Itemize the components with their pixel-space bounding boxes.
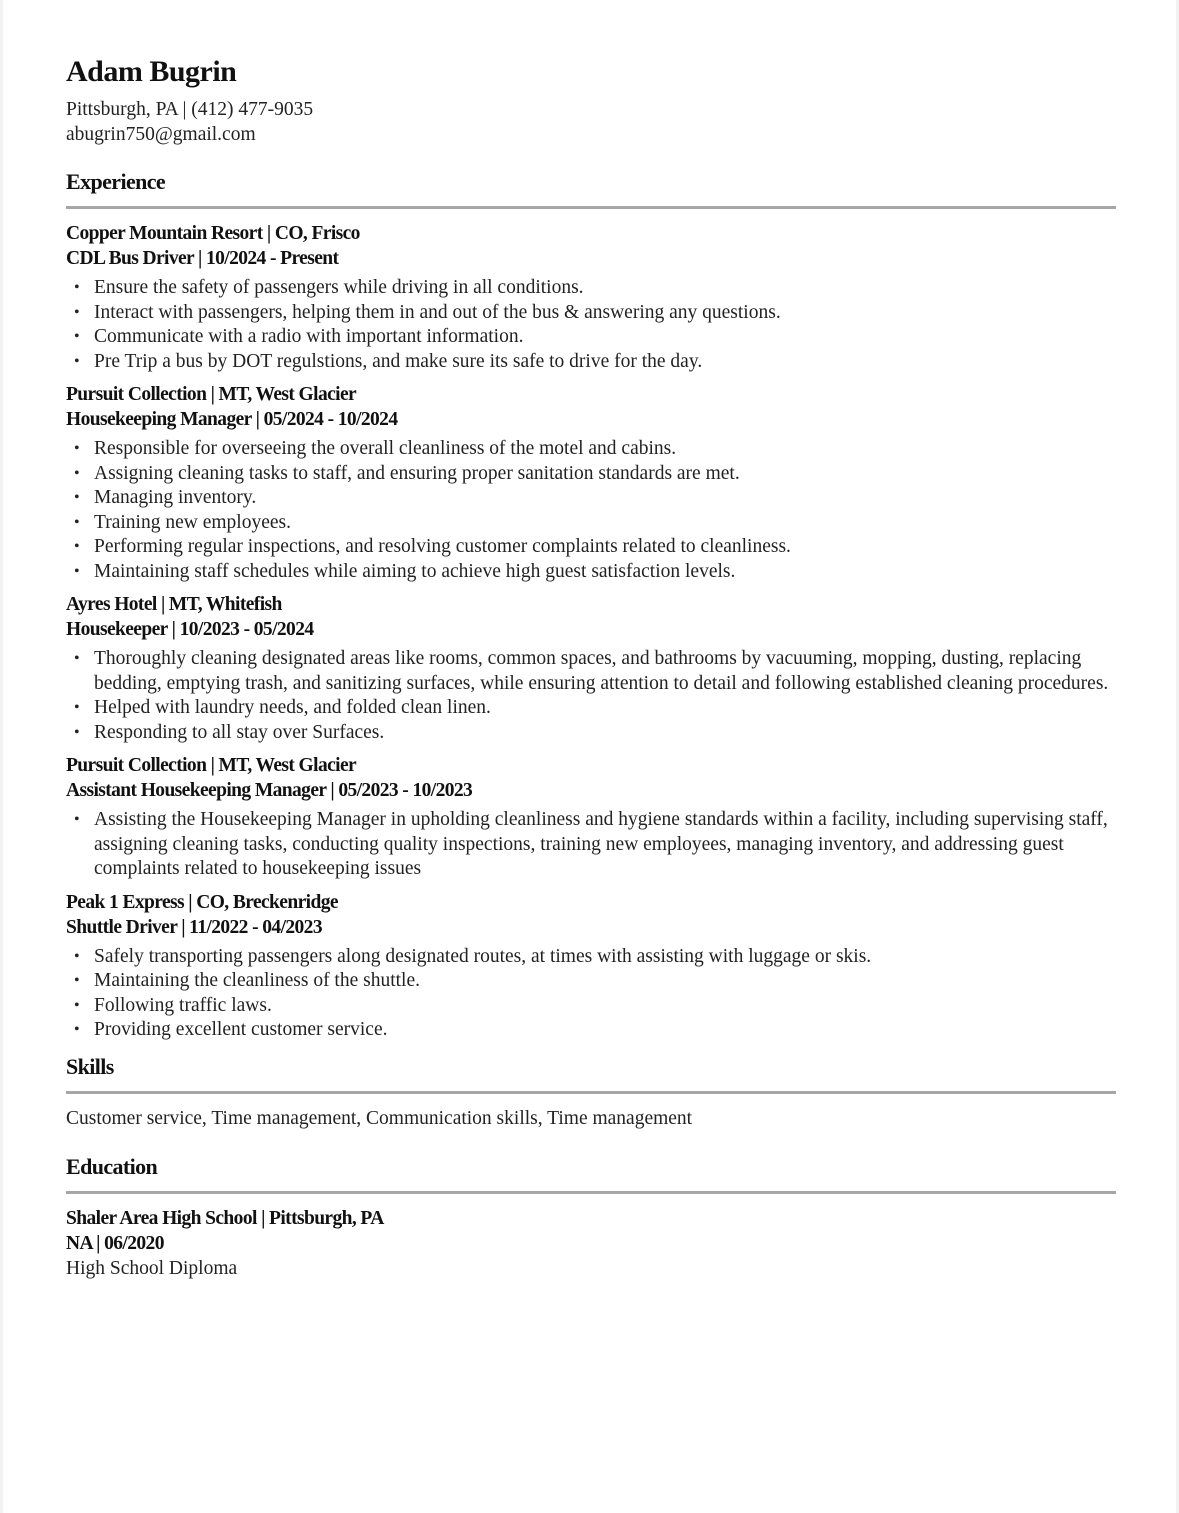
- education-heading: Education: [66, 1153, 158, 1179]
- responsibilities-list: [66, 808, 1116, 882]
- responsibility-item: • Following traffic laws.: [94, 994, 1116, 1019]
- contact-info: [66, 97, 1116, 147]
- experience-section: [66, 168, 1116, 1043]
- location-phone: Pittsburgh, PA | (412) 477-9035: [66, 99, 314, 120]
- company-location: Pursuit Collection | MT, West Glacier: [66, 755, 357, 776]
- responsibility-item: • Maintaining the cleanliness of the shuttle.: [94, 969, 1116, 994]
- resume-page: [3, 0, 1176, 1513]
- responsibility-item: • Ensure the safety of passengers while driving in all conditions.: [94, 276, 1116, 301]
- skills-list: Customer service, Time management, Communication skills, Time management: [66, 1107, 693, 1129]
- section-divider: [66, 206, 1116, 209]
- experience-heading: Experience: [66, 169, 166, 194]
- responsibility-item: • Providing excellent customer service.: [94, 1018, 1116, 1043]
- responsibility-item: • Maintaining staff schedules while aiming to achieve high guest satisfaction levels.: [94, 560, 1116, 585]
- candidate-name: Adam Bugrin: [66, 55, 237, 88]
- experience-entry: [66, 753, 1116, 882]
- company-location: Ayres Hotel | MT, Whitefish: [66, 594, 282, 615]
- responsibility-item: • Managing inventory.: [94, 486, 1116, 511]
- responsibility-item: • Helped with laundry needs, and folded clean linen.: [94, 696, 1116, 721]
- responsibility-item: • Assisting the Housekeeping Manager in upholding cleanliness and hygiene standards within a facility, including supervising staff, assigning cleaning tasks, conducting quality inspections, training new employees, managing inventory, and addressing guest complaints related to housekeeping issues: [94, 808, 1116, 882]
- experience-entry: [66, 890, 1116, 1043]
- responsibility-item: • Interact with passengers, helping them in and out of the bus & answering any questions.: [94, 301, 1116, 326]
- email: abugrin750@gmail.com: [66, 124, 256, 145]
- resume-header: [66, 52, 1116, 147]
- role-dates: Housekeeping Manager | 05/2024 - 10/2024: [66, 409, 398, 430]
- responsibility-item: • Communicate with a radio with important information.: [94, 325, 1116, 350]
- section-divider: [66, 1091, 1116, 1094]
- experience-entry: [66, 221, 1116, 374]
- education-entry: [66, 1206, 1116, 1281]
- responsibility-item: • Responsible for overseeing the overall cleanliness of the motel and cabins.: [94, 437, 1116, 462]
- education-section: [66, 1153, 1116, 1281]
- experience-entry: [66, 592, 1116, 745]
- responsibility-item: • Thoroughly cleaning designated areas like rooms, common spaces, and bathrooms by vacuuming, mopping, dusting, replacing bedding, emptying trash, and sanitizing surfaces, while ensuring attention to detail and following established cleaning procedures.: [94, 647, 1116, 696]
- degree-date: NA | 06/2020: [66, 1232, 164, 1254]
- responsibility-item: • Assigning cleaning tasks to staff, and ensuring proper sanitation standards are met.: [94, 462, 1116, 487]
- responsibility-item: • Responding to all stay over Surfaces.: [94, 721, 1116, 746]
- company-location: Peak 1 Express | CO, Breckenridge: [66, 891, 338, 913]
- experience-entry: [66, 382, 1116, 584]
- role-dates: CDL Bus Driver | 10/2024 - Present: [66, 248, 339, 269]
- section-divider: [66, 1191, 1116, 1194]
- responsibility-item: • Performing regular inspections, and resolving customer complaints related to cleanliness.: [94, 535, 1116, 560]
- company-location: Copper Mountain Resort | CO, Frisco: [66, 223, 360, 244]
- experience-entries: [66, 221, 1116, 1043]
- company-location: Pursuit Collection | MT, West Glacier: [66, 384, 357, 405]
- responsibilities-list: [66, 945, 1116, 1043]
- role-dates: Assistant Housekeeping Manager | 05/2023 - 10/2023: [66, 780, 473, 801]
- responsibilities-list: [66, 276, 1116, 374]
- diploma: High School Diploma: [66, 1257, 238, 1279]
- responsibility-item: • Pre Trip a bus by DOT regulstions, and make sure its safe to drive for the day.: [94, 350, 1116, 375]
- role-dates: Housekeeper | 10/2023 - 05/2024: [66, 619, 314, 640]
- skills-section: [66, 1053, 1116, 1131]
- school-name: Shaler Area High School | Pittsburgh, PA: [66, 1207, 384, 1229]
- responsibility-item: • Safely transporting passengers along designated routes, at times with assisting with luggage or skis.: [94, 945, 1116, 970]
- responsibilities-list: [66, 437, 1116, 584]
- responsibility-item: • Training new employees.: [94, 511, 1116, 536]
- skills-heading: Skills: [66, 1053, 114, 1079]
- resume-content: [66, 52, 1116, 1281]
- role-dates: Shuttle Driver | 11/2022 - 04/2023: [66, 916, 322, 938]
- responsibilities-list: [66, 647, 1116, 745]
